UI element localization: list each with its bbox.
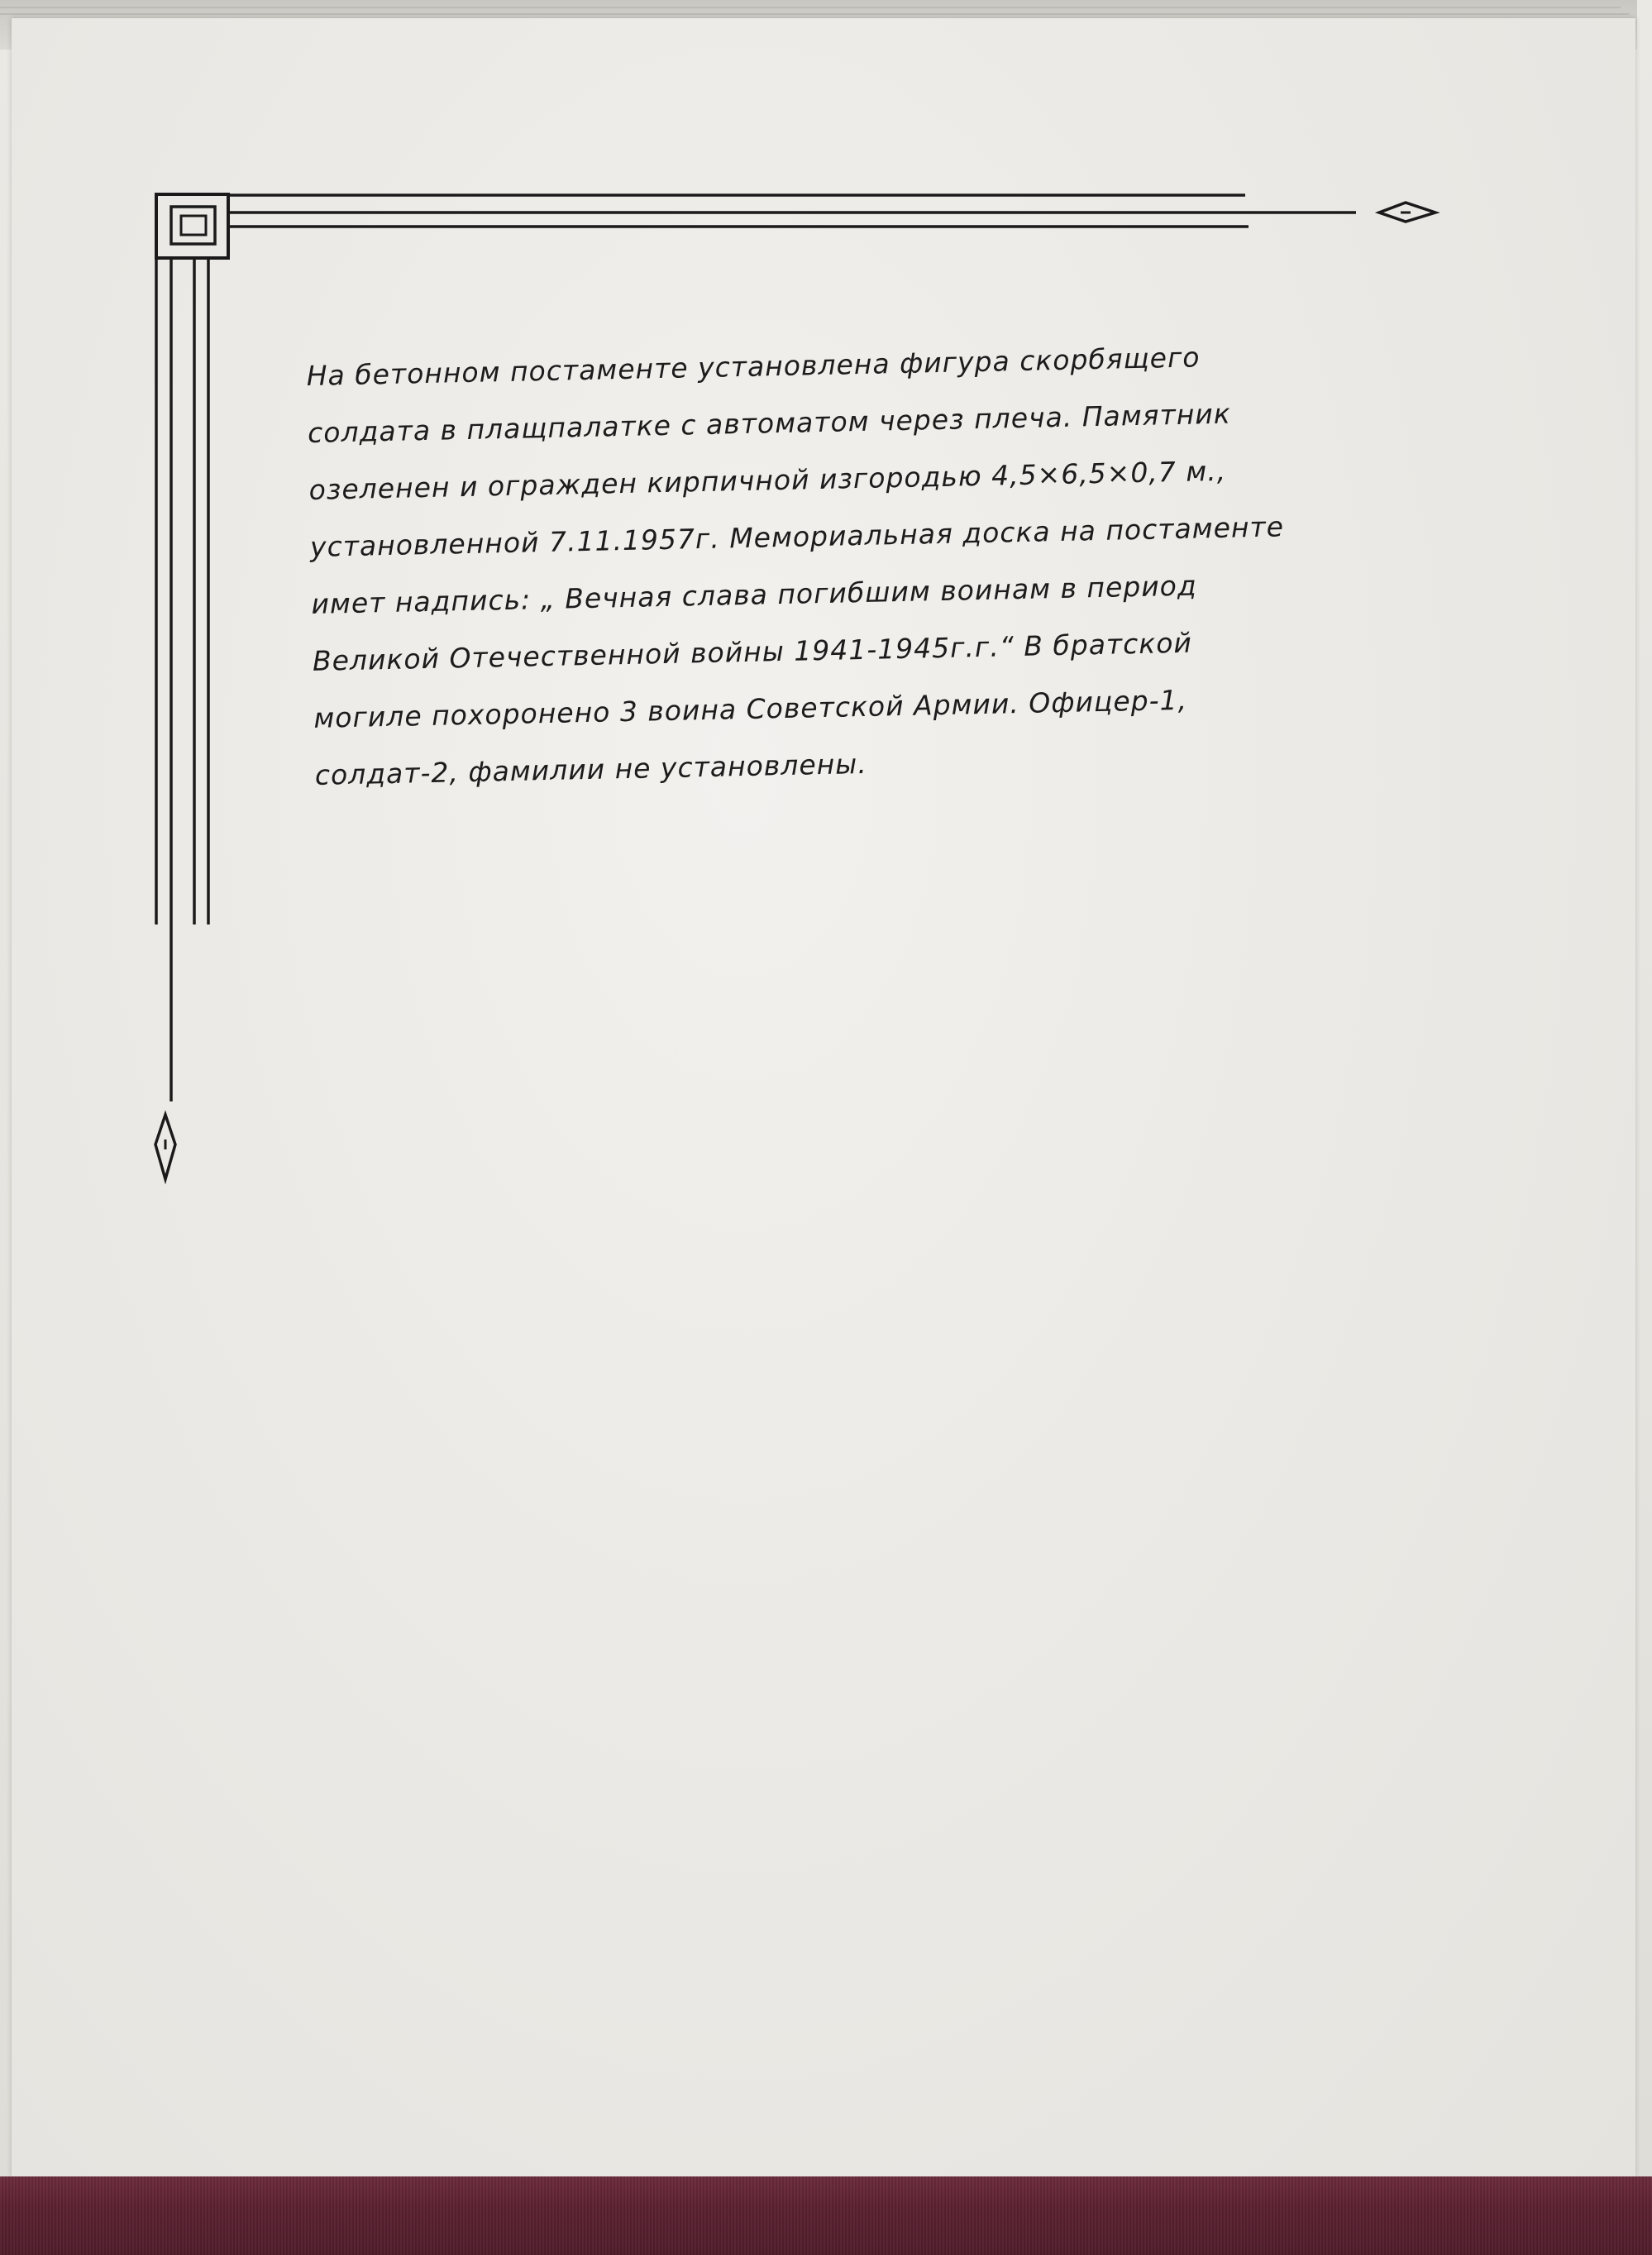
inscription-line: солдата в плащпалатке с автоматом через плеча. Памятник (307, 397, 1232, 449)
inscription-line: озеленен и огражден кирпичной изгородью 4,5×6,5×0,7 м., (308, 454, 1227, 506)
corner-square-outer (156, 194, 228, 258)
inscription-line: солдат-2, фамилии не установлены. (314, 747, 868, 791)
album-cover-binding (0, 2176, 1652, 2255)
inscription-line: имет надпись: „ Вечная слава погибшим воинам в период (311, 569, 1198, 620)
inscription-line: установленной 7.11.1957г. Мемориальная доска на постаменте (309, 510, 1285, 563)
inscription-line: Великой Отечественной войны 1941-1945г.г.“ В братской (312, 626, 1193, 677)
handwritten-inscription (306, 327, 1291, 804)
inscription-line: На бетонном постаменте установлена фигура скорбящего (306, 341, 1201, 392)
inscription-line: могиле похоронено 3 воина Советской Армии. Офицер-1, (313, 683, 1188, 734)
corner-square-inner (181, 216, 206, 235)
corner-square-middle (171, 207, 215, 244)
